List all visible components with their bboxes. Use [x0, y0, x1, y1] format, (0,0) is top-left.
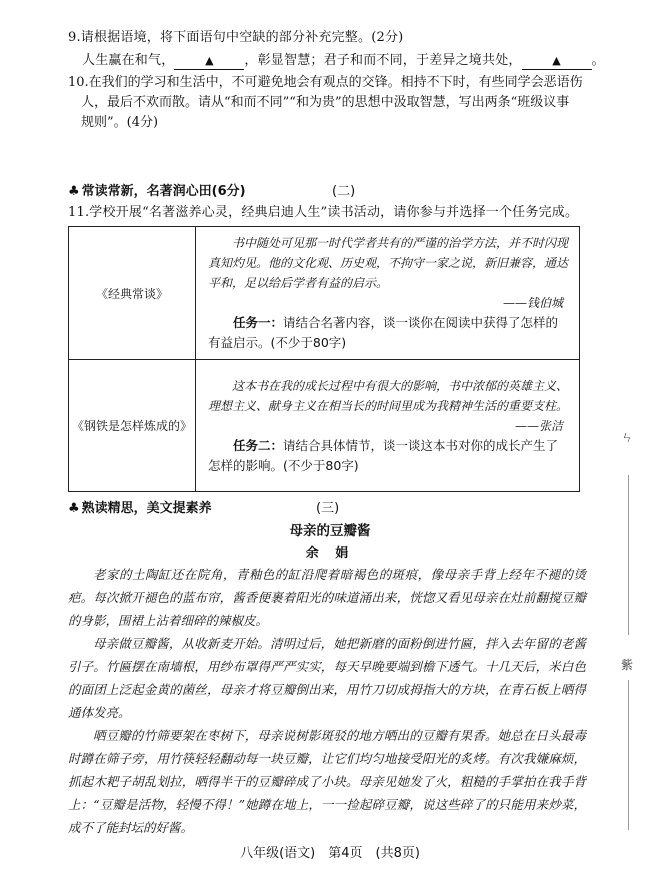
q11-prompt: 11.学校开展“名著滋养心灵，经典启迪人生”读书活动，请你参与并选择一个任务完成。 — [68, 205, 579, 220]
binding-mark: 紫 — [621, 658, 634, 672]
book-quote: 书中随处可见那一时代学者共有的严谨的治学方法，并不时闪现真知灼见。他的文化观、历史观，不拘守一家之说，新旧兼容，通达平和，足以给后学者有益的启示。 — [208, 236, 569, 290]
q9-text-c: 。 — [591, 53, 605, 68]
q9-text-b: ，彰显智慧；君子和而不同，于差异之境共处， — [244, 53, 522, 68]
task-text: 请结合具体情节，谈一谈这本书对你的成长产生了怎样的影响。(不少于80字) — [208, 437, 559, 473]
section-2-number: (二) — [332, 184, 356, 199]
section-3-number: (三) — [316, 501, 340, 516]
quote-author: ——张洁 — [514, 418, 563, 433]
page-footer: 八年级(语文) 第4页 (共8页) — [240, 846, 420, 861]
binding-mark: ㄣ — [621, 430, 634, 444]
section-2-title: 常读常新，名著润心田(6分) — [81, 184, 246, 199]
section-3-heading — [68, 497, 212, 516]
binding-line — [628, 680, 629, 830]
q10-line1: 10.在我们的学习和生活中，不可避免地会有观点的交锋。相持不下时，有些同学会恶语伤 — [68, 75, 583, 90]
task-row — [69, 360, 580, 492]
task-text: 请结合名著内容，谈一谈你在阅读中获得了怎样的有益启示。(不少于80字) — [208, 315, 559, 350]
article-paragraph: 老家的土陶缸还在院角，青釉色的缸沿爬着暗褐色的斑痕，像母亲手背上经年不褪的烫疤。每次掀开褪色的蓝布帘，酱香便裹着阳光的味道涌出来，恍惚又看见母亲在灶前翻搅豆瓣的身影，围裙上沾着细碎的辣椒皮。 — [68, 567, 586, 628]
quote-author: ——钱伯城 — [502, 296, 563, 310]
task-body-cell — [196, 360, 580, 492]
book-title-cell: 《钢铁是怎样炼成的》 — [69, 360, 196, 492]
article-title: 母亲的豆瓣酱 — [289, 523, 371, 539]
task-instruction[interactable] — [208, 436, 569, 476]
blank-mark-icon: ▲ — [552, 54, 561, 67]
section-3-title: 熟读精思，美文提素养 — [81, 501, 212, 516]
q10-line3: 规则”。(4分) — [81, 115, 159, 130]
task-instruction[interactable] — [208, 313, 569, 353]
article-paragraph: 晒豆瓣的竹筛要架在枣树下，母亲说树影斑驳的地方晒出的豆瓣有果香。她总在日头最毒时蹲在筛子旁，用竹筷轻轻翻动每一块豆瓣，让它们均匀地接受阳光的炙烤。有次我嫌麻烦，抓起木耙子胡乱划拉，晒得半干的豆瓣碎成了小块。母亲见她发了火，粗糙的手掌拍在我手背上：“豆瓣是活物，轻慢不得！”她蹲在地上，一一捡起碎豆瓣，说这些碎了的只能用来炒菜，成不了能封坛的好酱。 — [68, 728, 586, 835]
q9-fill-line — [82, 51, 605, 70]
task-table — [68, 226, 580, 492]
task-label: 任务一： — [233, 315, 284, 330]
club-icon: ♣ — [68, 184, 80, 199]
q10-line2: 人，最后不欢而散。请从“和而不同”“和为贵”的思想中汲取智慧，写出两条“班级议事 — [81, 95, 570, 110]
q9-blank-2[interactable] — [522, 54, 592, 70]
q10-block — [68, 73, 588, 133]
task-body-cell — [196, 227, 580, 360]
q9-text-a: 人生赢在和气， — [82, 53, 175, 68]
book-quote: 这本书在我的成长过程中有很大的影响，书中浓郁的英雄主义、理想主义、献身主义在相当长的时间里成为我精神生活的重要支柱。 — [208, 378, 569, 413]
q9-blank-1[interactable] — [174, 54, 244, 70]
task-label: 任务二： — [233, 437, 284, 453]
article-author: 余 娟 — [305, 546, 355, 561]
task-row — [69, 227, 580, 360]
blank-mark-icon: ▲ — [205, 54, 214, 67]
club-icon: ♣ — [68, 501, 80, 516]
section-2-heading — [68, 180, 246, 199]
binding-line — [628, 475, 629, 635]
book-title-cell: 《经典常谈》 — [69, 227, 196, 360]
q9-prompt: 9.请根据语境，将下面语句中空缺的部分补充完整。(2分) — [68, 30, 404, 45]
article-paragraph: 母亲做豆瓣酱，从收新麦开始。清明过后，她把新磨的面粉倒进竹匾，拌入去年留的老酱引子。竹匾摆在南墙根，用纱布罩得严严实实，每天早晚要端到檐下透气。十几天后，米白色的面团上泛起金黄的菌丝，母亲才将豆瓣倒出来，用竹刀切成拇指大的方块，在青石板上晒得通体发亮。 — [68, 636, 586, 720]
